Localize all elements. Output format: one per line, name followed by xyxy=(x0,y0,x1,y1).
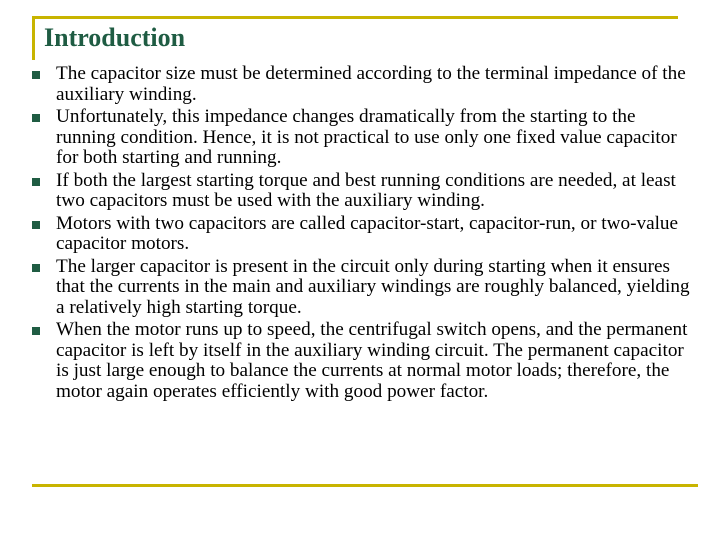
bullet-text: If both the largest starting torque and best running conditions are needed, at least two capacitors must be used with the auxiliary winding. xyxy=(56,169,676,211)
bullet-text: Unfortunately, this impedance changes dramatically from the starting to the running condition. Hence, it is not practical to use only one fixed value capacitor for both starting and running. xyxy=(56,106,677,168)
bullet-text: The capacitor size must be determined according to the terminal impedance of the auxiliary winding. xyxy=(56,63,686,105)
slide-title: Introduction xyxy=(44,23,186,52)
bullet-item xyxy=(0,257,690,319)
square-bullet-icon xyxy=(32,327,40,335)
frame-left-rule xyxy=(32,16,35,60)
bullet-list xyxy=(0,64,720,404)
square-bullet-icon xyxy=(32,71,40,79)
square-bullet-icon xyxy=(32,264,40,272)
square-bullet-icon xyxy=(32,114,40,122)
bullet-item xyxy=(0,171,690,212)
bullet-text: When the motor runs up to speed, the centrifugal switch opens, and the permanent capacitor is left by itself in the auxiliary winding circuit. The permanent capacitor is just large enough to balance the currents at normal motor loads; therefore, the motor again operates efficiently with good power factor. xyxy=(56,319,688,402)
bullet-text: The larger capacitor is present in the circuit only during starting when it ensures that the currents in the main and auxiliary windings are roughly balanced, yielding a relatively high starting torque. xyxy=(56,255,690,318)
square-bullet-icon xyxy=(32,221,40,229)
bullet-item xyxy=(0,214,690,255)
bullet-item xyxy=(0,320,690,402)
frame-top-rule xyxy=(32,16,678,19)
square-bullet-icon xyxy=(32,178,40,186)
bullet-item xyxy=(0,107,690,169)
bullet-item xyxy=(0,64,690,105)
bullet-text: Motors with two capacitors are called capacitor-start, capacitor-run, or two-value capacitor motors. xyxy=(56,212,679,254)
frame-bottom-rule xyxy=(32,484,698,487)
